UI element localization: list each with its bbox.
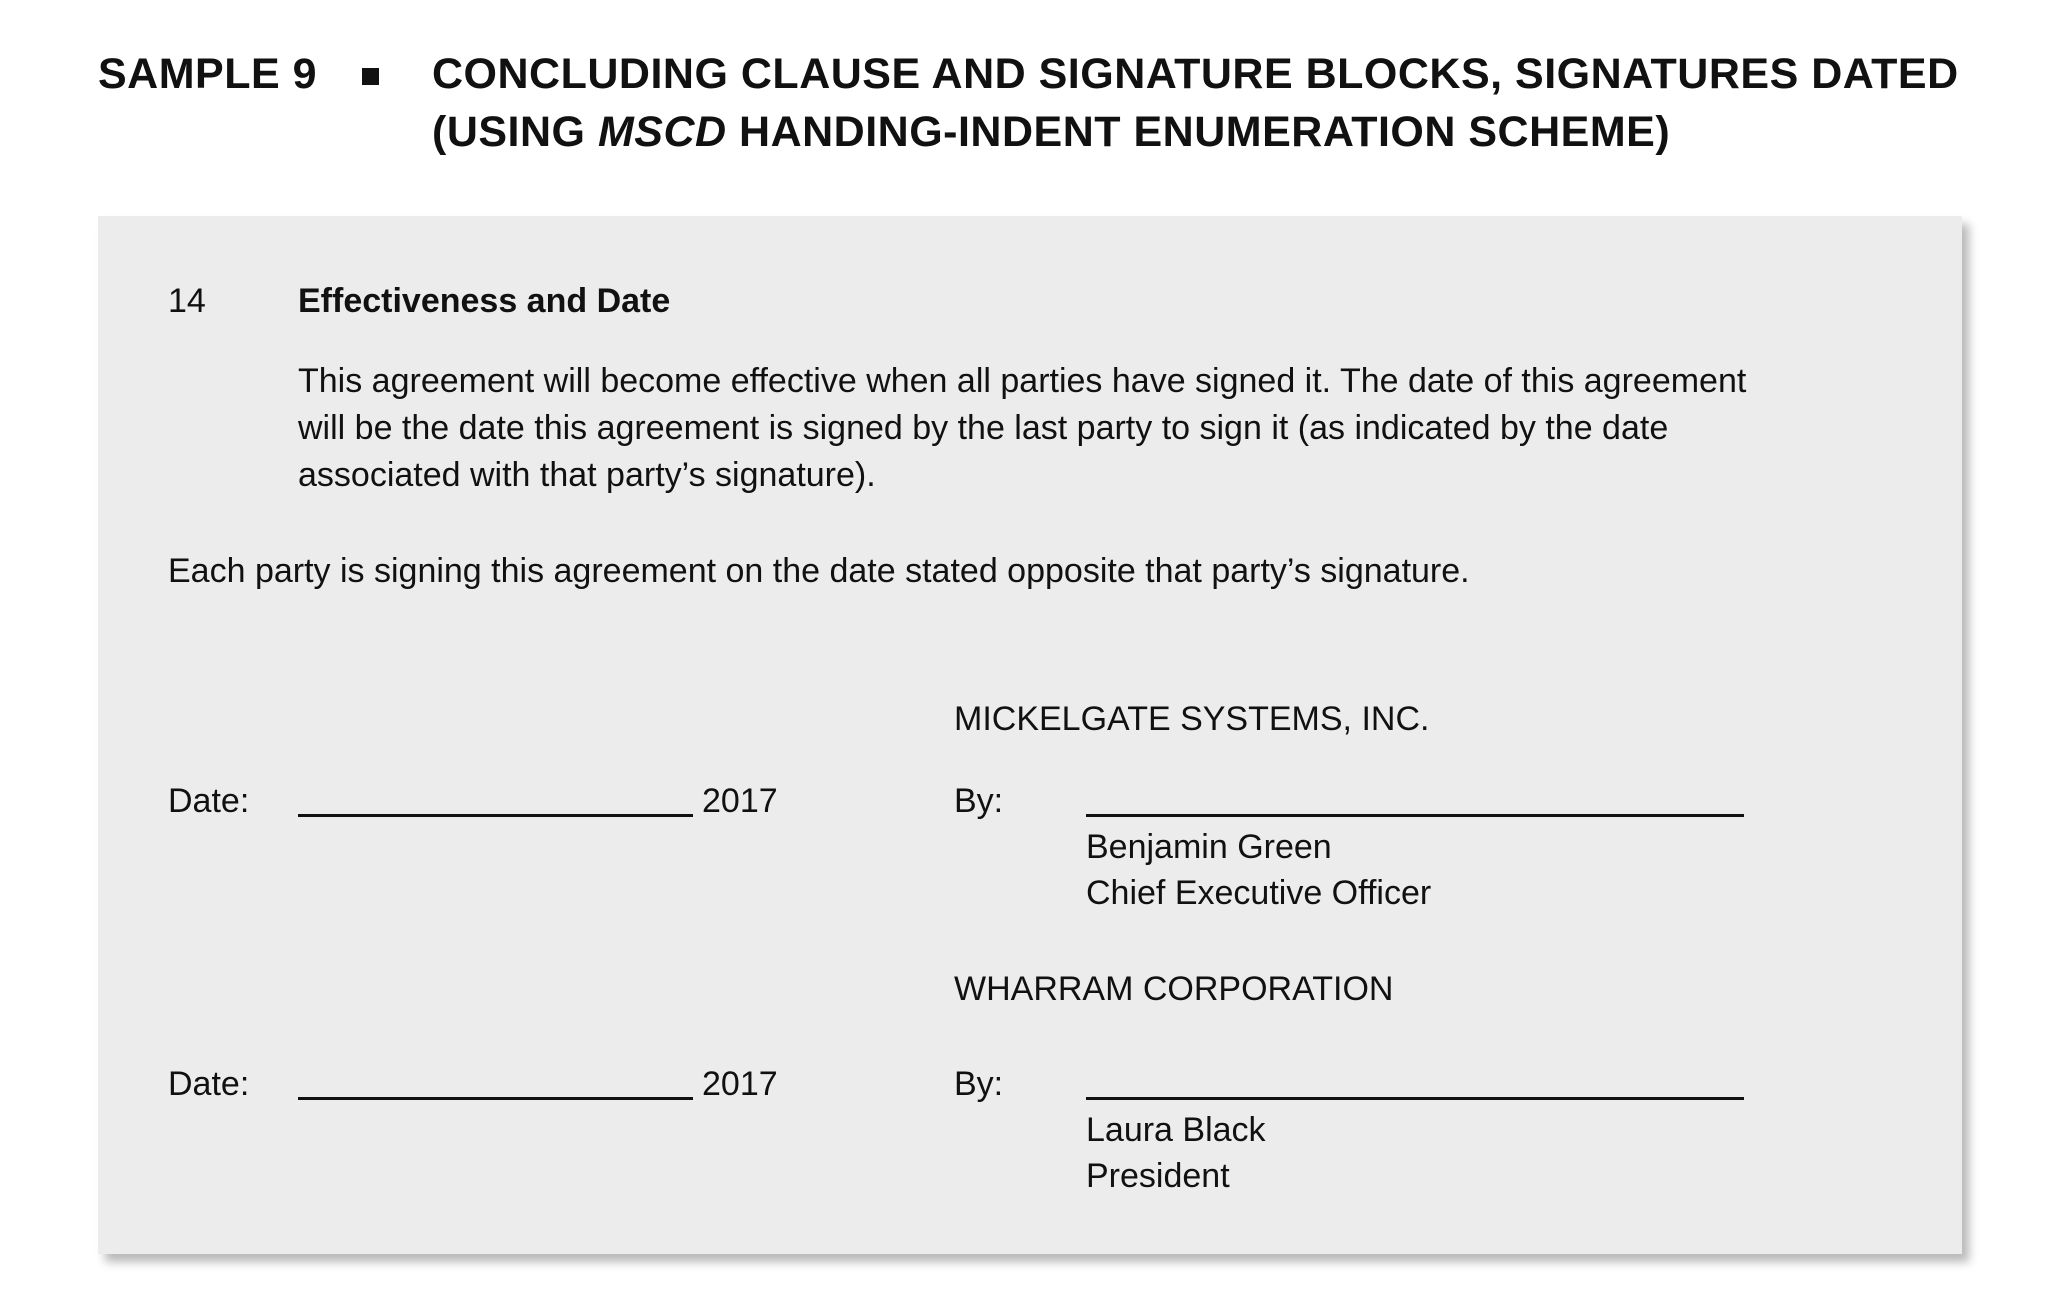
date-label-1: Date:: [168, 782, 250, 820]
concluding-clause: Each party is signing this agreement on the date stated opposite that party’s signature.: [168, 552, 1470, 590]
sample-title-line-2: [432, 108, 1670, 157]
signature-company-2: WHARRAM CORPORATION: [954, 970, 1394, 1008]
title-prefix: (USING: [432, 108, 598, 156]
title-suffix: HANDING-INDENT ENUMERATION SCHEME): [726, 108, 1671, 156]
square-bullet-icon: [362, 68, 379, 85]
signer-title-2: President: [1086, 1157, 1230, 1195]
date-line-2: [298, 1097, 693, 1100]
section-body-line-2: will be the date this agreement is signed by the last party to sign it (as indicated by the date: [298, 409, 1669, 447]
by-label-1: By:: [954, 782, 1004, 820]
date-year-2: 2017: [702, 1065, 778, 1103]
date-year-1: 2017: [702, 782, 778, 820]
signer-name-2: Laura Black: [1086, 1111, 1266, 1149]
signer-title-1: Chief Executive Officer: [1086, 874, 1432, 912]
signature-line-1: [1086, 814, 1744, 817]
section-heading: Effectiveness and Date: [298, 282, 671, 320]
date-label-2: Date:: [168, 1065, 250, 1103]
date-line-1: [298, 814, 693, 817]
sample-panel: [98, 216, 1962, 1254]
signature-line-2: [1086, 1097, 1744, 1100]
sample-label: SAMPLE 9: [98, 50, 318, 98]
section-number: 14: [168, 282, 206, 320]
signer-name-1: Benjamin Green: [1086, 828, 1332, 866]
signature-company-1: MICKELGATE SYSTEMS, INC.: [954, 700, 1430, 738]
section-body-line-3: associated with that party’s signature).: [298, 456, 876, 494]
by-label-2: By:: [954, 1065, 1004, 1103]
section-body-line-1: This agreement will become effective when all parties have signed it. The date of this agreement: [298, 362, 1747, 400]
title-mscd: MSCD: [597, 108, 727, 156]
sample-title-line-1: CONCLUDING CLAUSE AND SIGNATURE BLOCKS, SIGNATURES DATED: [432, 50, 1959, 98]
